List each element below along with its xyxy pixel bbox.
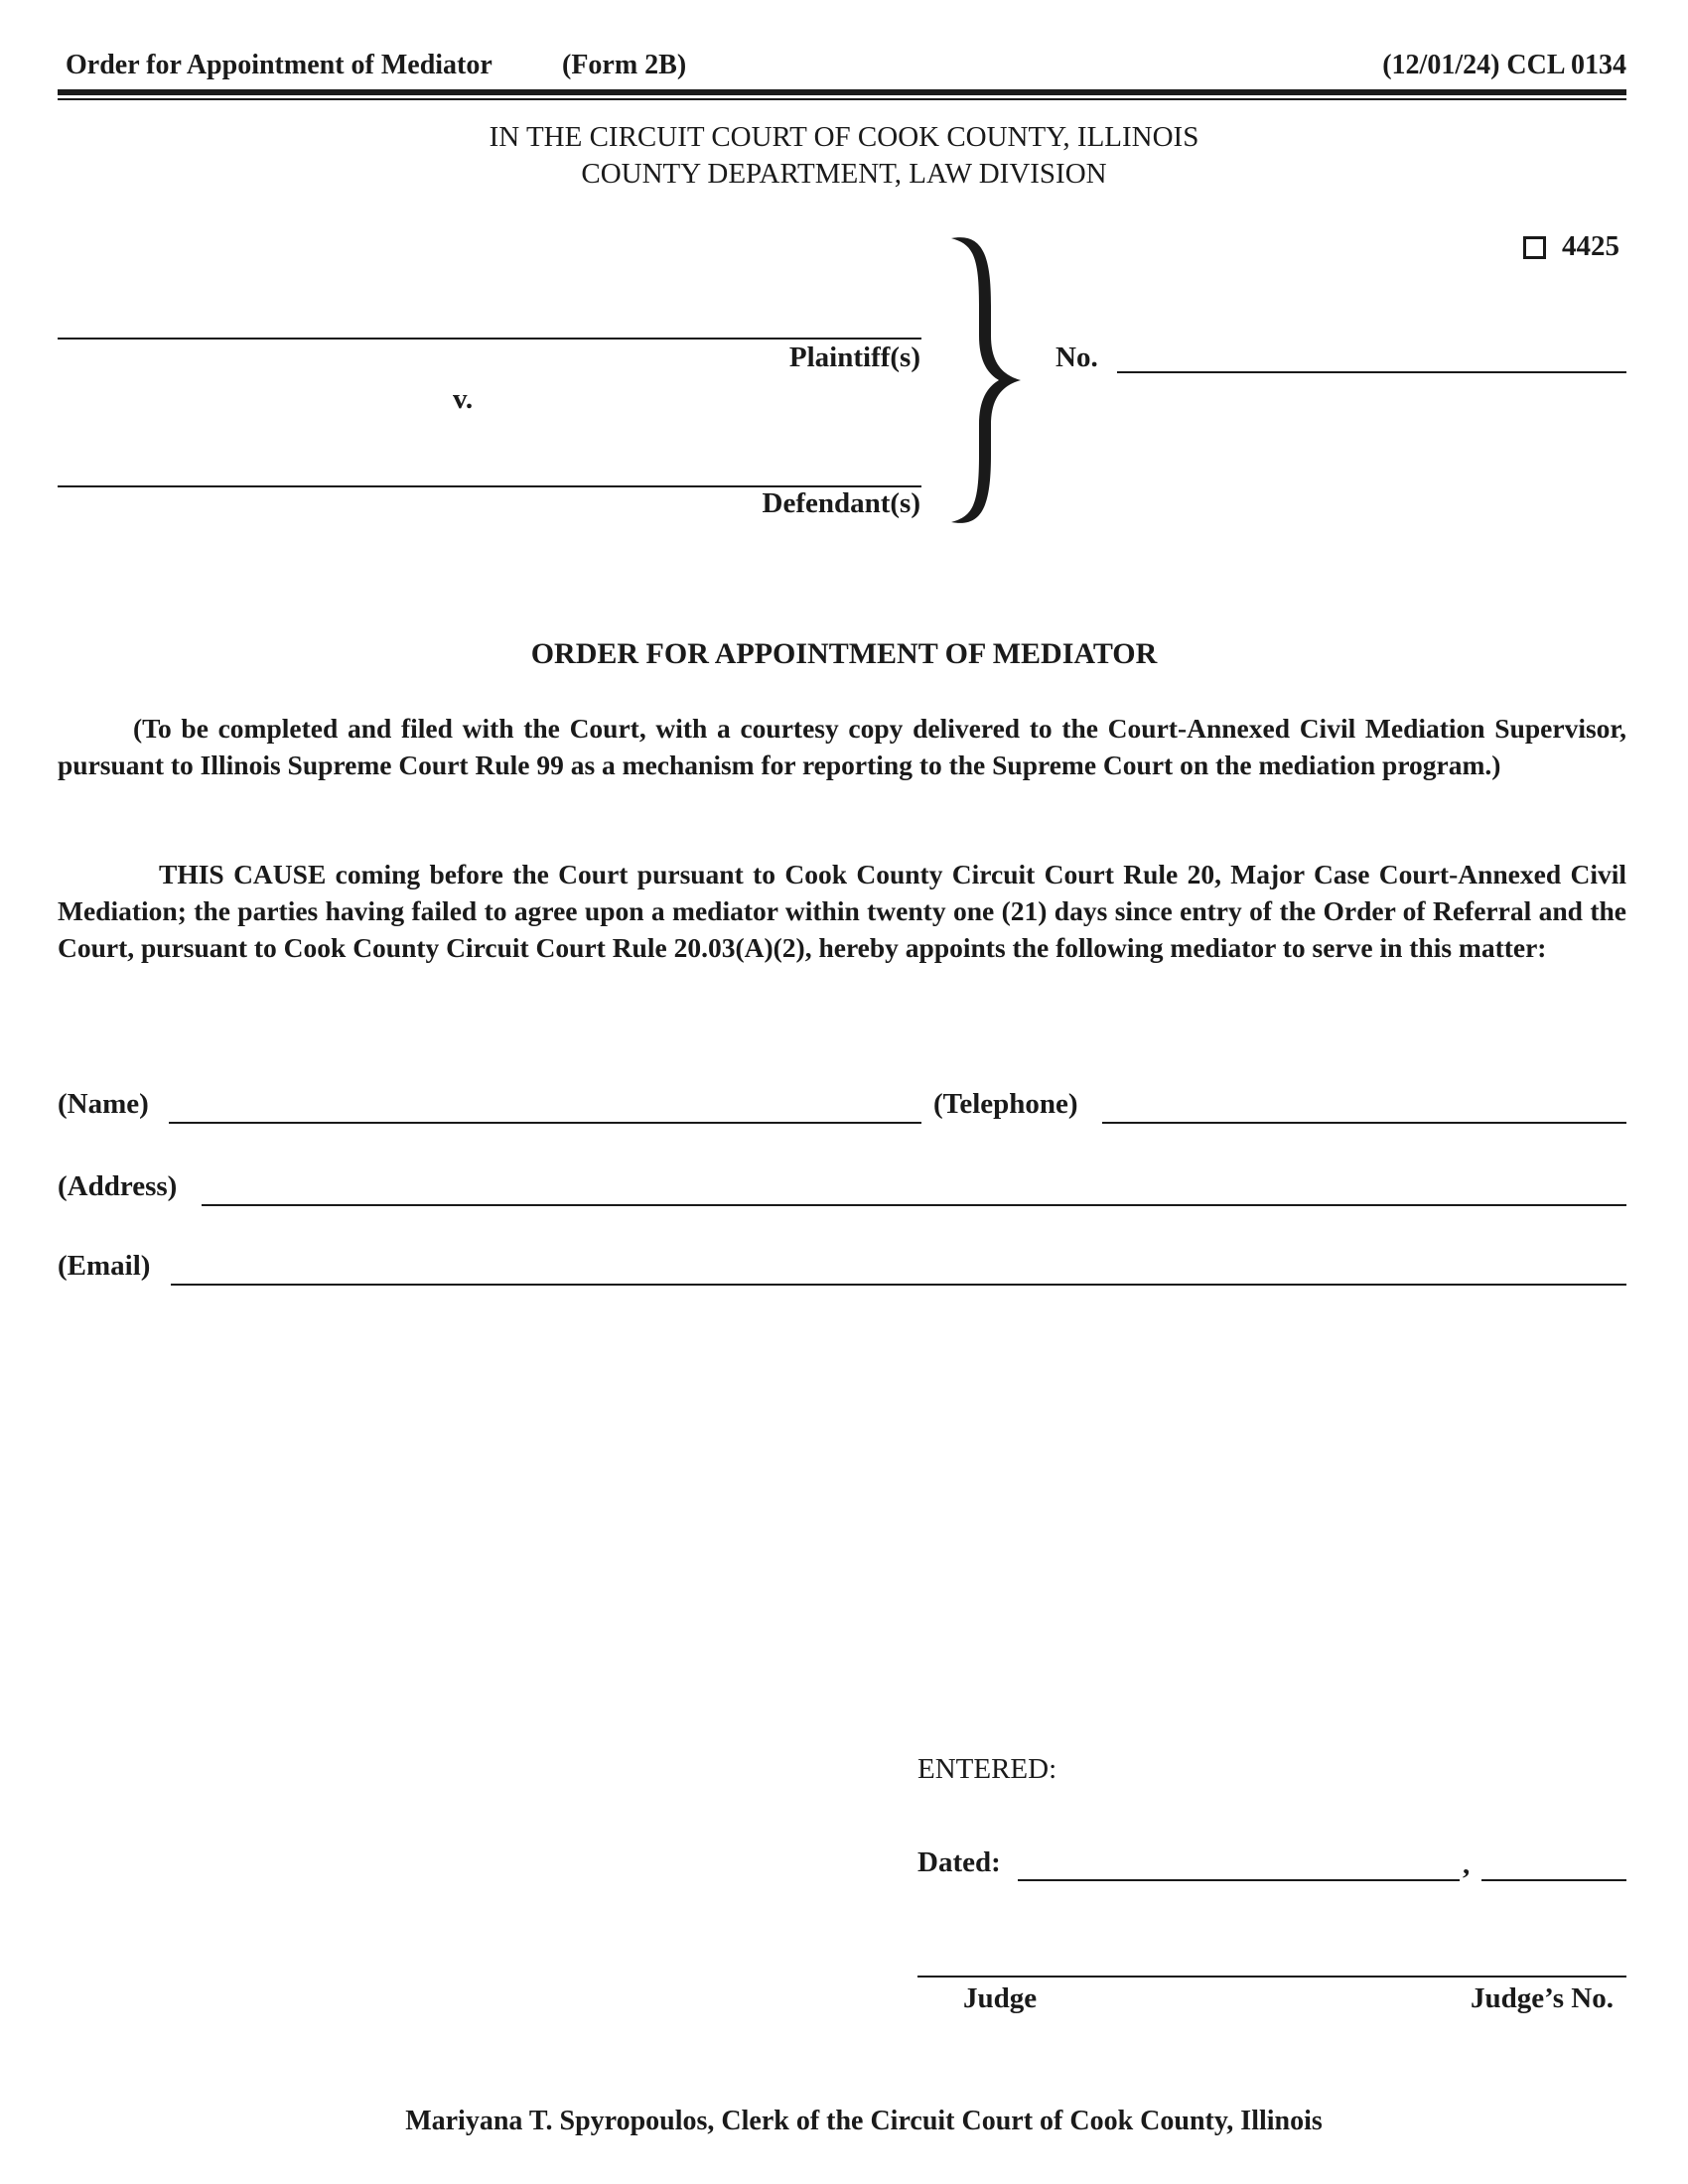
order-paragraph: THIS CAUSE coming before the Court pursuant to Cook County Circuit Court Rule 20, Major Case Court-Annexed Civil Mediation; the parties having failed to agree upon a mediator within twenty one (21) days since entry of the Order of Referral and the Court, pursuant to Cook County Circuit Court Rule 20.03(A)(2), hereby appoints the following mediator to serve in this matter: bbox=[58, 859, 1626, 963]
form-code: (12/01/24) CCL 0134 bbox=[1382, 50, 1626, 80]
dated-year-field[interactable] bbox=[1481, 1879, 1626, 1881]
versus-label: v. bbox=[453, 383, 474, 415]
plaintiff-label: Plaintiff(s) bbox=[788, 341, 920, 373]
instructions-paragraph: (To be completed and filed with the Court, with a courtesy copy delivered to the Court-Annexed Civil Mediation Supervisor, pursuant to Illinois Supreme Court Rule 99 as a mechanism for reporting to the Supreme Court on the mediation program.) bbox=[58, 713, 1626, 780]
court-department: COUNTY DEPARTMENT, LAW DIVISION bbox=[581, 158, 1107, 190]
defendant-label: Defendant(s) bbox=[762, 487, 920, 519]
judge-label: Judge bbox=[963, 1982, 1038, 2014]
name-field[interactable] bbox=[169, 1122, 921, 1124]
name-label: (Name) bbox=[58, 1088, 149, 1120]
checkbox-code-label: 4425 bbox=[1562, 230, 1619, 262]
dated-comma: , bbox=[1463, 1848, 1471, 1880]
dated-field[interactable] bbox=[1018, 1879, 1460, 1881]
dated-label: Dated: bbox=[917, 1846, 1001, 1878]
email-field[interactable] bbox=[171, 1284, 1626, 1286]
telephone-label: (Telephone) bbox=[933, 1088, 1078, 1120]
court-name: IN THE CIRCUIT COURT OF COOK COUNTY, ILLINOIS bbox=[489, 121, 1199, 153]
caption-brace bbox=[933, 226, 1033, 534]
header-rule-thick bbox=[58, 89, 1626, 95]
header-rule-thin bbox=[58, 98, 1626, 100]
case-no-label: No. bbox=[1055, 341, 1098, 373]
order-title: ORDER FOR APPOINTMENT OF MEDIATOR bbox=[530, 637, 1158, 670]
address-label: (Address) bbox=[58, 1170, 178, 1202]
judge-signature-field[interactable] bbox=[917, 1976, 1626, 1978]
form-number: (Form 2B) bbox=[562, 50, 687, 80]
email-label: (Email) bbox=[58, 1250, 151, 1282]
clerk-footer: Mariyana T. Spyropoulos, Clerk of the Circuit Court of Cook County, Illinois bbox=[405, 2106, 1323, 2136]
judge-no-label: Judge’s No. bbox=[1471, 1982, 1614, 2014]
telephone-field[interactable] bbox=[1102, 1122, 1626, 1124]
form-title: Order for Appointment of Mediator bbox=[66, 50, 492, 80]
case-no-field[interactable] bbox=[1117, 371, 1626, 373]
address-field[interactable] bbox=[202, 1204, 1626, 1206]
plaintiff-field[interactable] bbox=[58, 338, 921, 340]
code-checkbox[interactable] bbox=[1523, 236, 1546, 259]
entered-label: ENTERED: bbox=[917, 1753, 1057, 1785]
